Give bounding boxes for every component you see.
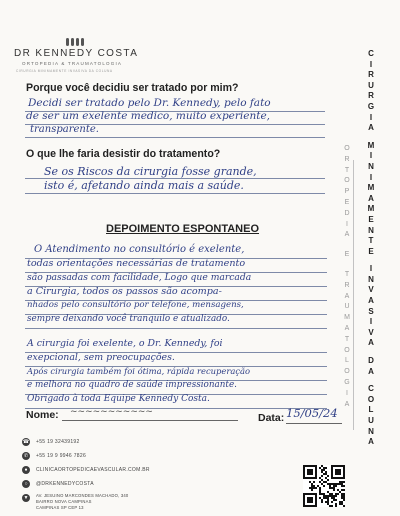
qr-module <box>327 499 329 501</box>
qr-module <box>341 493 343 495</box>
qr-module <box>323 481 325 483</box>
qr-module <box>331 505 333 507</box>
qr-module <box>323 485 325 487</box>
side-text-orthopedics-letter: M <box>344 314 350 322</box>
name-value: ~~~~~~~~~~~ <box>70 407 153 417</box>
qr-module <box>319 477 321 479</box>
footer-phone-2: +55 19 9 9946 7826 <box>36 453 87 459</box>
side-text-surgery-letter: U <box>368 80 374 90</box>
side-text-surgery-letter: M <box>367 204 375 214</box>
side-text-orthopedics-letter: A <box>344 231 350 239</box>
qr-module <box>339 503 341 505</box>
footer-instagram-row <box>22 480 94 488</box>
side-text-orthopedics-letter: E <box>344 251 350 259</box>
side-text-surgery-letter: U <box>368 416 374 425</box>
testimony-line <box>25 328 327 329</box>
side-text-orthopedics-letter: L <box>345 357 349 365</box>
location-pin-icon: ▼ <box>23 494 29 501</box>
logo-mark-icon <box>66 38 86 46</box>
qr-module <box>343 493 345 495</box>
footer-address-line: CAMPINAS SP CEP 13 <box>36 505 84 510</box>
qr-module <box>343 481 345 483</box>
side-text-surgery-letter: A <box>368 338 374 348</box>
side-text-surgery-letter: N <box>368 225 374 235</box>
side-text-surgery-letter: A <box>368 123 374 133</box>
qr-module <box>331 483 333 485</box>
testimony-text-line: a Cirurgia, todos os passos são acompa- <box>27 286 222 297</box>
testimony-text-line: são passadas com facilidade, Logo que marcada <box>27 272 252 283</box>
answer-line <box>25 137 325 138</box>
side-text-orthopedics-letter: A <box>344 324 350 332</box>
qr-module <box>319 481 321 483</box>
qr-module <box>321 499 323 501</box>
side-text-surgery-letter: I <box>369 172 373 182</box>
qr-module <box>327 503 329 505</box>
name-label: Nome: <box>26 409 59 421</box>
testimony-text-line: Obrigado à toda Equipe Kennedy Costa. <box>27 394 210 404</box>
qr-module <box>325 477 327 479</box>
qr-finder <box>335 469 341 475</box>
qr-module <box>309 481 311 483</box>
qr-module <box>329 483 331 485</box>
qr-module <box>323 467 325 469</box>
qr-module <box>343 505 345 507</box>
answer-line <box>25 193 325 194</box>
qr-module <box>331 493 333 495</box>
side-text-surgery-letter: M <box>367 183 375 193</box>
qr-module <box>343 495 345 497</box>
qr-module <box>335 495 337 497</box>
testimony-text-line: exepcional, sem preocupações. <box>27 352 175 363</box>
qr-module <box>337 489 339 491</box>
qr-module <box>311 489 313 491</box>
qr-module <box>319 497 321 499</box>
qr-module <box>313 485 315 487</box>
qr-module <box>343 489 345 491</box>
side-text-surgery-word <box>368 385 374 449</box>
side-text-orthopedics-word <box>344 271 350 411</box>
qr-module <box>341 495 343 497</box>
qr-module <box>321 471 323 473</box>
qr-module <box>331 487 333 489</box>
qr-module <box>317 485 319 487</box>
qr-module <box>321 501 323 503</box>
qr-module <box>331 501 333 503</box>
qr-module <box>333 495 335 497</box>
testimony-text-line: todas orientações necessárias de tratamento <box>27 258 246 269</box>
side-text-orthopedics-letter: T <box>344 270 350 278</box>
qr-module <box>327 497 329 499</box>
qr-module <box>341 483 343 485</box>
qr-module <box>341 489 343 491</box>
qr-module <box>323 469 325 471</box>
side-text-orthopedics-letter: E <box>344 198 350 206</box>
side-text-surgery-letter: I <box>369 151 373 161</box>
qr-module <box>321 475 323 477</box>
qr-module <box>343 497 345 499</box>
qr-module <box>325 473 327 475</box>
qr-module <box>329 493 331 495</box>
qr-module <box>339 483 341 485</box>
side-text-orthopedics-letter: O <box>344 177 350 185</box>
side-text-surgery-letter: I <box>369 317 373 327</box>
qr-module <box>339 481 341 483</box>
qr-module <box>337 483 339 485</box>
answer-why-chose-line: de ser um exelente medico, muito experiente, <box>26 110 271 122</box>
name-underline <box>62 420 238 421</box>
side-text-orthopedics-letter: I <box>346 220 348 228</box>
side-text-surgery-letter: S <box>368 306 374 316</box>
footer-address-line: BAIRRO NOVA CAMPINAS <box>36 499 92 504</box>
side-text-orthopedics-letter: A <box>344 292 350 300</box>
qr-module <box>321 469 323 471</box>
qr-module <box>329 487 331 489</box>
qr-module <box>341 481 343 483</box>
date-label: Data: <box>258 412 285 424</box>
qr-module <box>327 479 329 481</box>
footer-site: CLINICAORTOPEDICAEVASCULAR.COM.BR <box>36 467 150 473</box>
testimony-text-line: sempre deixando você tranquilo e atualizado. <box>27 314 230 324</box>
side-text-surgery-letter: N <box>368 426 374 436</box>
qr-module <box>331 497 333 499</box>
testimony-text-line: A cirurgia foi exelente, o Dr. Kennedy, foi <box>27 338 223 349</box>
globe-icon: ● <box>22 466 30 474</box>
side-text-surgery-letter: G <box>367 101 375 111</box>
footer-phone-1: +55 19 32439192 <box>36 439 80 445</box>
side-text-surgery-word <box>368 357 374 378</box>
qr-module <box>333 489 335 491</box>
qr-module <box>323 493 325 495</box>
qr-module <box>335 485 337 487</box>
testimony-title: DEPOIMENTO ESPONTANEO <box>106 223 260 235</box>
side-text-surgery-letter: A <box>368 193 374 203</box>
side-text-surgery-letter: O <box>367 394 375 404</box>
brand-subtitle: ORTOPEDIA & TRAUMATOLOGIA <box>22 61 123 66</box>
side-text-surgery-letter: M <box>367 140 375 150</box>
answer-what-would-stop-line: isto é, afetando ainda mais a saúde. <box>44 179 244 192</box>
brand-tagline: CIRURGIA MINIMAMENTE INVASIVA DA COLUNA <box>16 69 113 73</box>
side-text-orthopedics-letter: R <box>344 155 350 163</box>
side-text-orthopedics-letter: D <box>344 209 350 217</box>
side-text-surgery-letter: R <box>368 70 374 80</box>
side-text-surgery-letter: A <box>368 437 374 447</box>
qr-module <box>313 481 315 483</box>
side-text-surgery-letter: I <box>369 59 373 69</box>
qr-module <box>325 481 327 483</box>
side-text-surgery <box>363 50 379 449</box>
side-divider <box>353 160 354 430</box>
qr-module <box>333 483 335 485</box>
question-what-would-stop: O que lhe faria desistir do tratamento? <box>26 148 221 160</box>
side-text-orthopedics-letter: A <box>344 400 350 408</box>
qr-module <box>337 493 339 495</box>
qr-module <box>325 501 327 503</box>
qr-module <box>323 473 325 475</box>
side-text-surgery-word <box>368 142 375 259</box>
footer-site-row <box>22 466 150 474</box>
qr-module <box>329 505 331 507</box>
side-text-orthopedics-word <box>345 251 350 262</box>
qr-module <box>309 487 311 489</box>
qr-module <box>341 501 343 503</box>
qr-module <box>319 489 321 491</box>
instagram-icon: ○ <box>22 480 30 488</box>
qr-module <box>327 475 329 477</box>
qr-module <box>335 483 337 485</box>
footer-address-line: AV. JESUINO MARCONDES MACHADO, 340 <box>36 493 129 498</box>
qr-module <box>319 493 321 495</box>
qr-module <box>321 465 323 467</box>
qr-module <box>325 497 327 499</box>
qr-module <box>319 487 321 489</box>
question-why-chose: Porque você decidiu ser tratado por mim? <box>26 82 239 94</box>
qr-module <box>333 487 335 489</box>
testimony-text-line: nhados pelo consultório por telefone, mensagens, <box>27 300 244 310</box>
side-text-surgery-letter: N <box>368 161 374 171</box>
qr-module <box>321 479 323 481</box>
side-text-orthopedics-letter: R <box>344 281 350 289</box>
side-text-orthopedics-letter: U <box>344 303 350 311</box>
side-text-orthopedics-letter: O <box>344 346 350 354</box>
qr-module <box>343 499 345 501</box>
qr-module <box>341 485 343 487</box>
side-text-orthopedics-letter: I <box>346 389 348 397</box>
qr-module <box>335 503 337 505</box>
qr-module <box>339 501 341 503</box>
side-text-surgery-letter: C <box>368 49 374 58</box>
side-text-surgery-letter: I <box>369 264 373 274</box>
qr-module <box>339 491 341 493</box>
side-text-orthopedics-letter: P <box>344 188 350 196</box>
side-text-orthopedics-letter: G <box>344 378 350 386</box>
answer-why-chose-line: transparente. <box>30 124 99 135</box>
qr-module <box>323 495 325 497</box>
testimony-text-line: e melhora no quadro de saúde impressionante. <box>27 380 237 390</box>
qr-module <box>327 495 329 497</box>
side-text-surgery-word <box>368 50 374 135</box>
qr-module <box>313 487 315 489</box>
side-text-surgery-letter: C <box>368 384 374 394</box>
side-text-surgery-letter: A <box>368 296 374 306</box>
qr-module <box>335 499 337 501</box>
qr-module <box>311 487 313 489</box>
side-text-orthopedics-word <box>344 145 349 242</box>
whatsapp-icon: ✆ <box>23 452 29 459</box>
qr-module <box>329 495 331 497</box>
qr-module <box>343 485 345 487</box>
qr-module <box>325 467 327 469</box>
qr-module <box>323 497 325 499</box>
qr-module <box>327 501 329 503</box>
answer-what-would-stop-line: Se os Riscos da cirurgia fosse grande, <box>44 165 257 178</box>
qr-module <box>327 491 329 493</box>
side-text-surgery-letter: I <box>369 112 373 122</box>
qr-module <box>327 483 329 485</box>
side-text-surgery-letter: V <box>368 327 374 337</box>
footer-phone-row <box>22 438 80 446</box>
side-text-orthopedics-letter: T <box>344 335 350 343</box>
testimony-text-line: O Atendimento no consultório é exelente, <box>34 244 245 255</box>
side-text-surgery-letter: E <box>368 214 374 224</box>
qr-module <box>329 485 331 487</box>
qr-module <box>325 495 327 497</box>
qr-finder <box>307 469 313 475</box>
side-text-orthopedics <box>341 145 353 411</box>
qr-finder <box>307 497 313 503</box>
qr-module <box>331 495 333 497</box>
phone-icon: ☎ <box>22 438 30 445</box>
side-text-surgery-letter: E <box>368 246 374 256</box>
testimony-text-line: Após cirurgia também foi ótima, rápida recuperação <box>27 366 251 376</box>
date-value: 15/05/24 <box>286 406 338 420</box>
qr-module <box>315 487 317 489</box>
side-text-surgery-letter: V <box>368 285 374 295</box>
qr-module <box>341 503 343 505</box>
qr-module <box>321 493 323 495</box>
side-text-orthopedics-letter: T <box>344 166 350 174</box>
side-text-orthopedics-letter: O <box>344 145 350 152</box>
qr-module <box>335 505 337 507</box>
side-text-surgery-letter: L <box>368 405 374 415</box>
footer-instagram: @DRKENNEDYCOSTA <box>36 481 94 487</box>
brand-name: DR KENNEDY COSTA <box>14 48 139 59</box>
side-text-orthopedics-letter: O <box>344 368 350 376</box>
qr-module <box>333 499 335 501</box>
qr-module <box>321 483 323 485</box>
qr-code[interactable] <box>303 465 345 507</box>
side-text-surgery-letter: D <box>368 356 374 366</box>
side-text-surgery-word <box>368 265 374 350</box>
qr-module <box>311 483 313 485</box>
qr-module <box>319 467 321 469</box>
qr-module <box>335 493 337 495</box>
side-text-surgery-letter: A <box>368 366 374 376</box>
qr-module <box>341 497 343 499</box>
side-text-surgery-letter: N <box>368 274 374 284</box>
side-text-surgery-letter: R <box>368 91 374 101</box>
qr-module <box>311 485 313 487</box>
qr-module <box>333 497 335 499</box>
qr-module <box>319 491 321 493</box>
qr-module <box>325 471 327 473</box>
date-underline <box>286 423 342 424</box>
qr-module <box>333 485 335 487</box>
side-text-surgery-letter: T <box>368 236 374 246</box>
answer-why-chose-line: Decidi ser tratado pelo Dr. Kennedy, pelo fato <box>28 97 271 109</box>
footer-whatsapp-row <box>22 452 86 460</box>
